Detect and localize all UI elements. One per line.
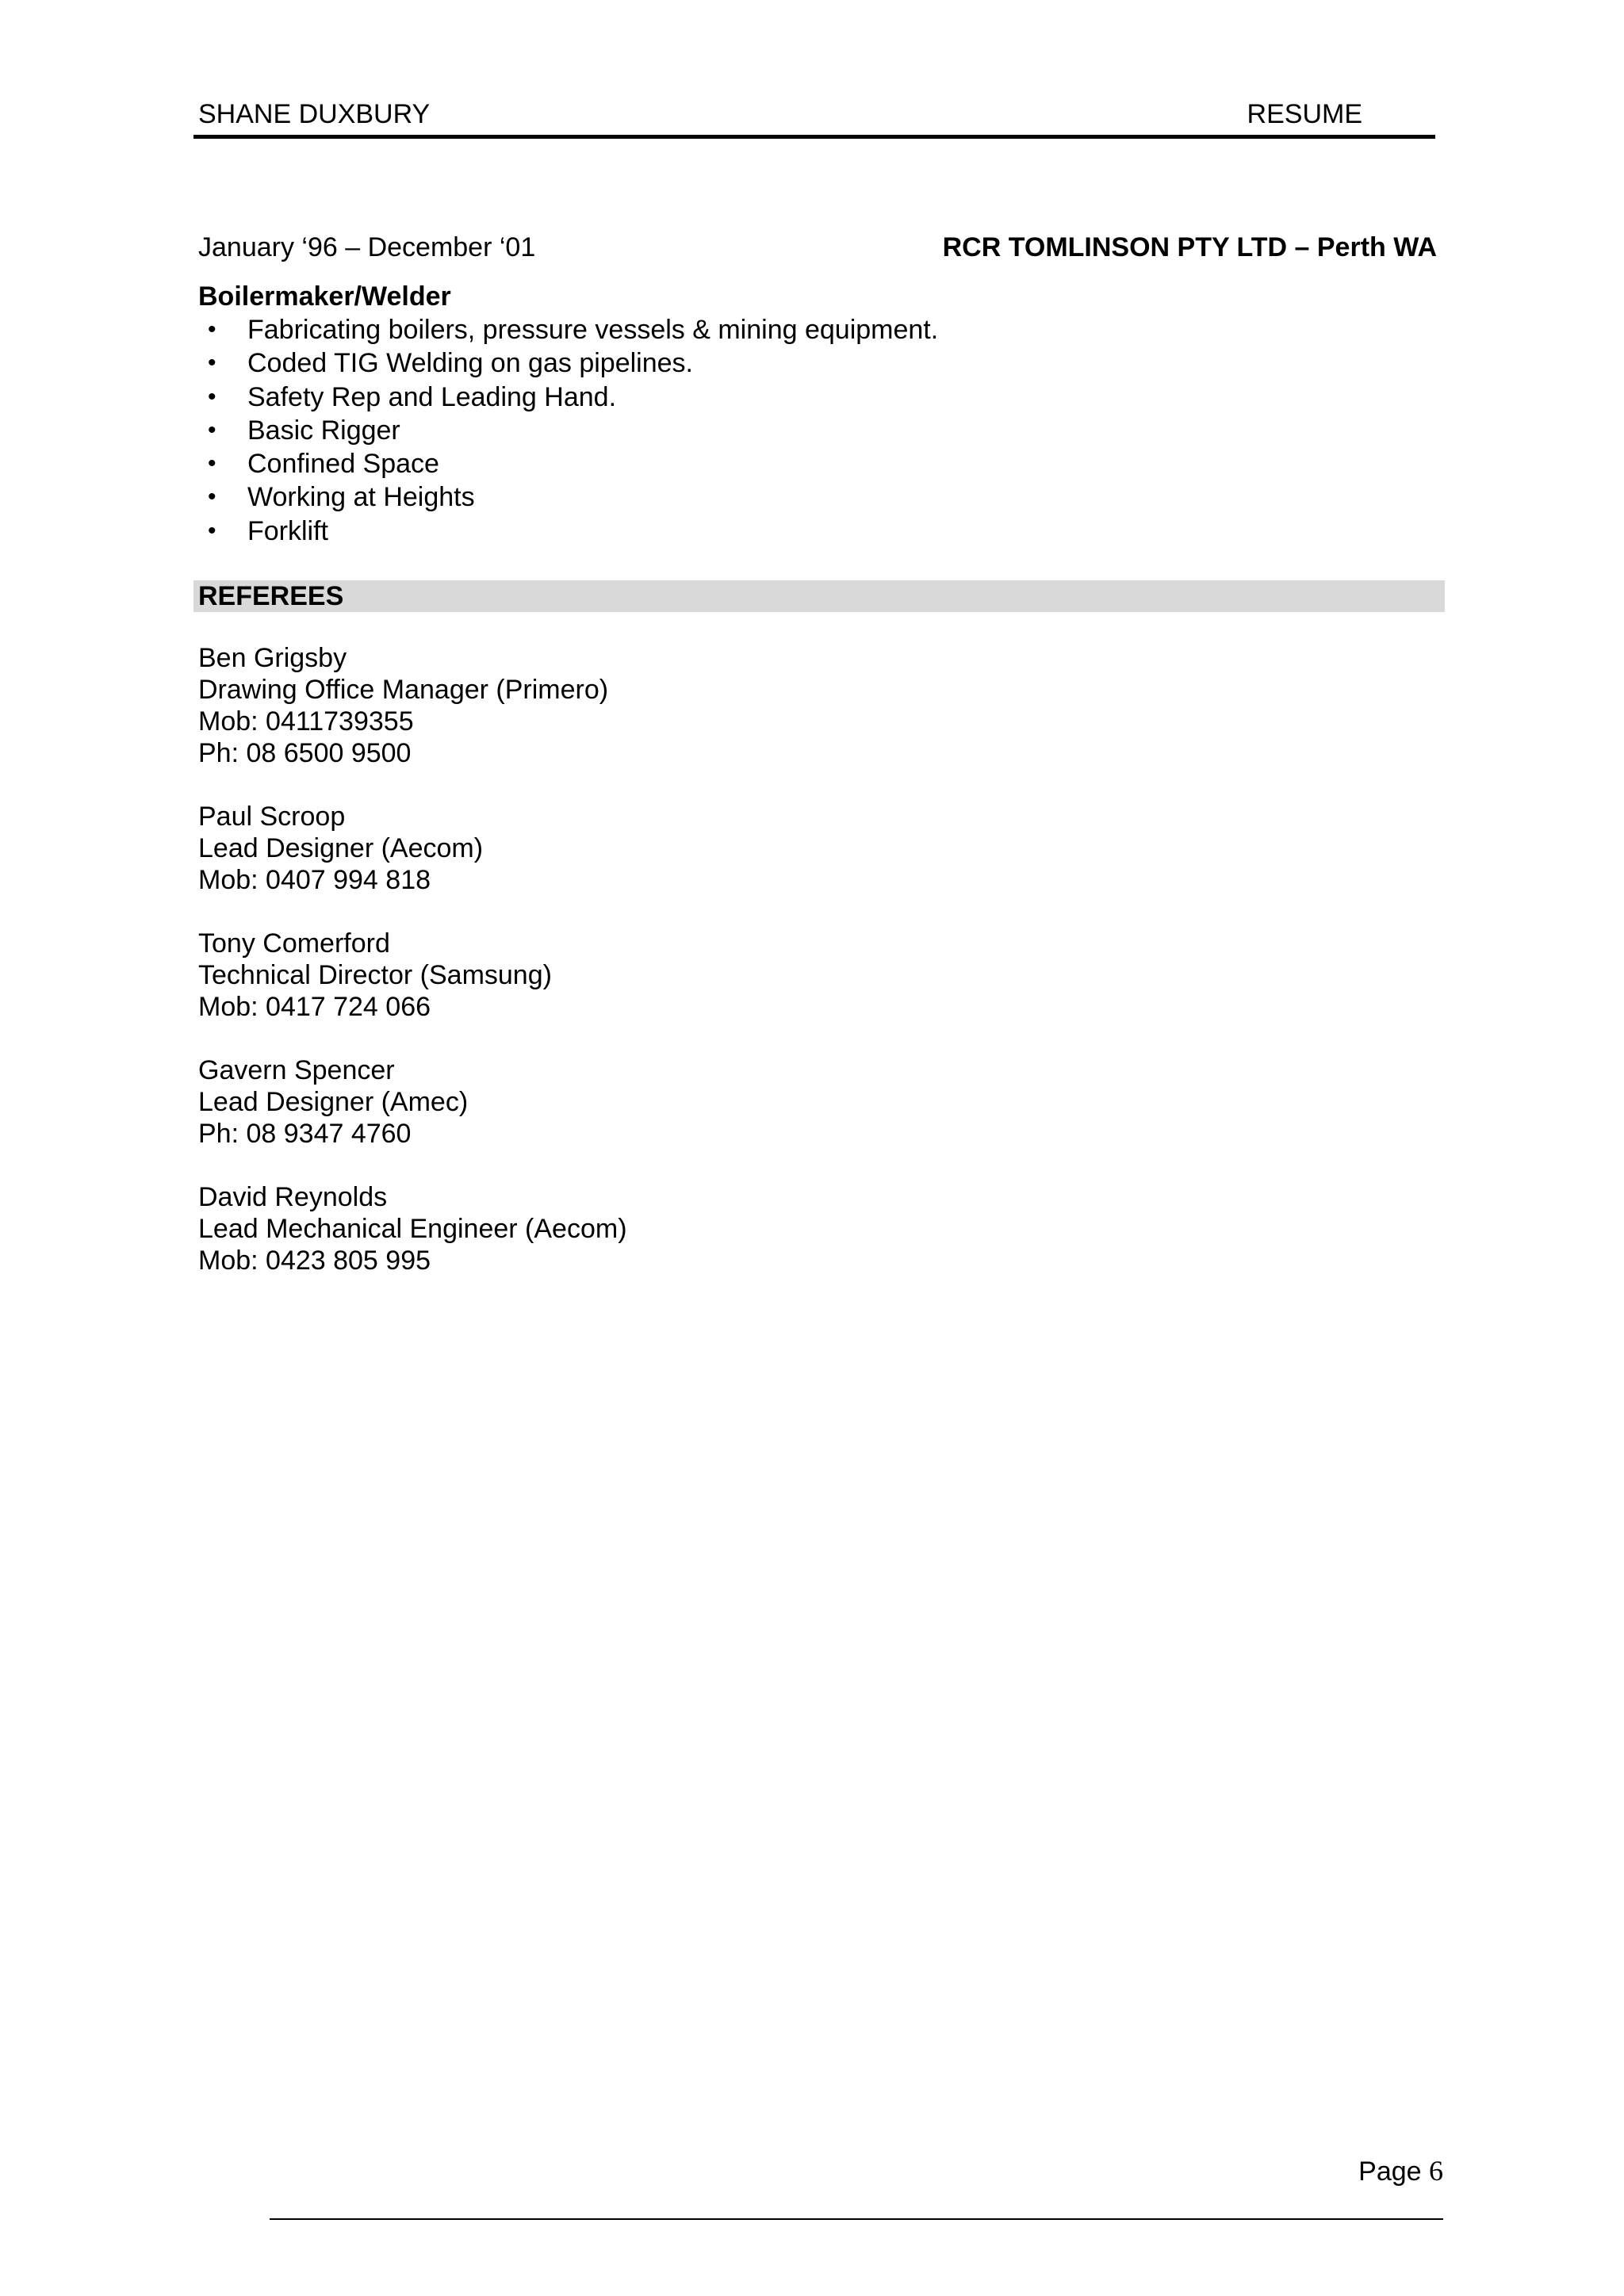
duty-text: Working at Heights: [247, 482, 475, 513]
bullet-icon: •: [208, 416, 216, 443]
referee-name: Gavern Spencer: [198, 1055, 395, 1085]
duty-text: Safety Rep and Leading Hand.: [247, 381, 617, 412]
referee-role: Lead Mechanical Engineer (Aecom): [198, 1214, 627, 1244]
referees-section-heading: [193, 580, 1445, 612]
referee-contact: Ph: 08 9347 4760: [198, 1119, 412, 1149]
list-item: [198, 480, 938, 514]
referee-contact: Ph: 08 6500 9500: [198, 738, 412, 768]
referee-name: Ben Grigsby: [198, 643, 347, 673]
job-company: RCR TOMLINSON PTY LTD – Perth WA: [942, 232, 1437, 262]
duty-text: Forklift: [247, 515, 328, 546]
page-number-value: 6: [1429, 2155, 1443, 2187]
duty-text: Fabricating boilers, pressure vessels & mining equipment.: [247, 315, 939, 345]
bullet-icon: •: [208, 383, 216, 410]
list-item: [198, 381, 938, 414]
page-number: [1358, 2155, 1443, 2187]
referee-entry: [198, 1054, 627, 1150]
bullet-icon: •: [208, 517, 216, 544]
referee-role: Drawing Office Manager (Primero): [198, 675, 609, 705]
referee-role: Lead Designer (Amec): [198, 1087, 469, 1117]
list-item: [198, 313, 938, 346]
list-item: [198, 346, 938, 380]
referee-name: Tony Comerford: [198, 928, 390, 959]
referee-role: Technical Director (Samsung): [198, 960, 552, 990]
referee-name: David Reynolds: [198, 1182, 388, 1212]
referee-contact: Mob: 0407 994 818: [198, 865, 431, 895]
bullet-icon: •: [208, 316, 216, 342]
referees-list: [198, 642, 627, 1308]
referee-contact: Mob: 0423 805 995: [198, 1246, 431, 1276]
duty-text: Basic Rigger: [247, 415, 400, 446]
referee-entry: [198, 642, 627, 769]
section-heading-text: REFEREES: [198, 581, 344, 611]
header-doc-type: RESUME: [1247, 99, 1362, 129]
duty-text: Coded TIG Welding on gas pipelines.: [247, 348, 693, 379]
list-item: [198, 447, 938, 480]
referee-entry: [198, 928, 627, 1023]
page-label: Page: [1358, 2156, 1422, 2187]
referee-entry: [198, 1181, 627, 1276]
job-duties-list: [198, 313, 938, 548]
list-item: [198, 414, 938, 447]
bullet-icon: •: [208, 484, 216, 511]
referee-role: Lead Designer (Aecom): [198, 833, 484, 863]
header-name: SHANE DUXBURY: [198, 99, 431, 129]
list-item: [198, 515, 938, 548]
job-entry-header: [198, 230, 1437, 265]
referee-contact: Mob: 0417 724 066: [198, 992, 431, 1022]
bullet-icon: •: [208, 350, 216, 377]
referee-entry: [198, 801, 627, 896]
bullet-icon: •: [208, 450, 216, 477]
job-dates: January ‘96 – December ‘01: [198, 232, 536, 262]
page-header: [193, 94, 1435, 139]
job-title: Boilermaker/Welder: [198, 281, 451, 312]
referee-name: Paul Scroop: [198, 802, 346, 832]
referee-contact: Mob: 0411739355: [198, 706, 414, 737]
footer-divider: [270, 2218, 1443, 2220]
duty-text: Confined Space: [247, 449, 439, 480]
